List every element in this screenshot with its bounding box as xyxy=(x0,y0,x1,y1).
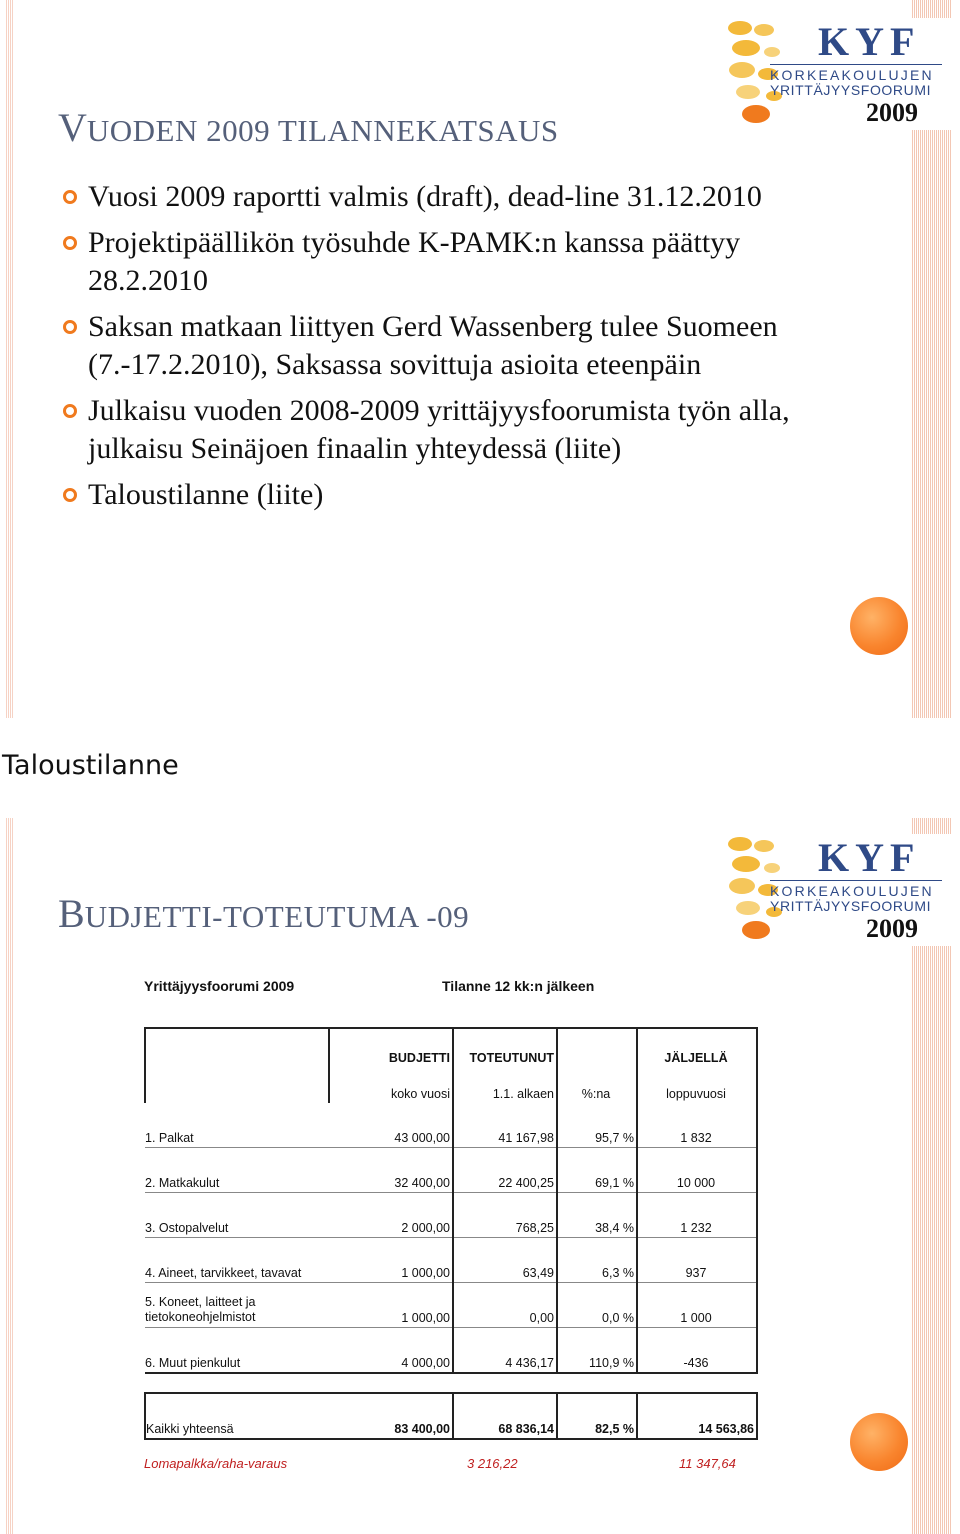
slide2-title: BUDJETTI-TOTEUTUMA -09 xyxy=(58,891,470,936)
bullet-item: Julkaisu vuoden 2008-2009 yrittäjyysfoorumista työn alla, julkaisu Seinäjoen finaalin yhteydessä (liite) xyxy=(62,392,822,468)
col-actual: TOTEUTUNUT xyxy=(453,1028,557,1067)
slide-status-2009 xyxy=(0,0,960,718)
table-header-row xyxy=(145,1028,757,1067)
col-budget-sub: koko vuosi xyxy=(329,1067,453,1103)
row-budget: 1 000,00 xyxy=(329,1283,453,1328)
col-budget: BUDJETTI xyxy=(329,1028,453,1067)
slide1-title: VUODEN 2009 TILANNEKATSAUS xyxy=(58,105,559,150)
logo-line1: KORKEAKOULUJEN xyxy=(770,880,942,899)
row-budget: 43 000,00 xyxy=(329,1103,453,1148)
total-item: Kaikki yhteensä xyxy=(145,1393,329,1439)
row-actual: 0,00 xyxy=(453,1283,557,1328)
row-item: 4. Aineet, tarvikkeet, tavavat xyxy=(145,1238,329,1283)
row-remaining: 10 000 xyxy=(637,1148,757,1193)
bullet-item: Vuosi 2009 raportti valmis (draft), dead-line 31.12.2010 xyxy=(62,178,822,216)
logo-line1: KORKEAKOULUJEN xyxy=(770,64,942,83)
orange-ball-decoration xyxy=(850,597,908,655)
table-row xyxy=(145,1283,757,1328)
table-total-row xyxy=(145,1393,757,1439)
row-pct: 110,9 % xyxy=(557,1328,637,1374)
bullet-item: Saksan matkaan liittyen Gerd Wassenberg tulee Suomeen (7.-17.2.2010), Saksassa sovittuja asioita eteenpäin xyxy=(62,308,822,384)
table-row xyxy=(145,1148,757,1193)
bullet-item: Taloustilanne (liite) xyxy=(62,476,822,514)
col-actual-sub: 1.1. alkaen xyxy=(453,1067,557,1103)
slide-budget xyxy=(0,818,960,1534)
logo-kyf-text: KYF xyxy=(818,835,921,880)
section-caption: Taloustilanne xyxy=(2,750,179,781)
row-budget: 2 000,00 xyxy=(329,1193,453,1238)
bullet-list xyxy=(62,178,822,522)
row-item: 1. Palkat xyxy=(145,1103,329,1148)
row-actual: 63,49 xyxy=(453,1238,557,1283)
ring-bullet-icon xyxy=(62,403,78,419)
row-actual: 4 436,17 xyxy=(453,1328,557,1374)
table-subheader-row xyxy=(145,1067,757,1103)
row-item: 5. Koneet, laitteet ja tietokoneohjelmistot xyxy=(145,1283,329,1328)
row-remaining: 937 xyxy=(637,1238,757,1283)
reserve-label: Lomapalkka/raha-varaus xyxy=(144,1456,288,1471)
kyf-logo xyxy=(722,18,952,130)
total-pct: 82,5 % xyxy=(557,1393,637,1439)
table-title-right: Tilanne 12 kk:n jälkeen xyxy=(442,978,595,994)
table-spacer-row xyxy=(145,1373,757,1393)
budget-table xyxy=(144,1027,758,1440)
col-remaining-sub: loppuvuosi xyxy=(637,1067,757,1103)
col-pct-sub: %:na xyxy=(557,1067,637,1103)
ring-bullet-icon xyxy=(62,189,78,205)
row-remaining: 1 832 xyxy=(637,1103,757,1148)
ring-bullet-icon xyxy=(62,319,78,335)
row-item: 2. Matkakulut xyxy=(145,1148,329,1193)
row-pct: 38,4 % xyxy=(557,1193,637,1238)
row-pct: 95,7 % xyxy=(557,1103,637,1148)
table-row xyxy=(145,1238,757,1283)
table-row xyxy=(145,1328,757,1374)
total-budget: 83 400,00 xyxy=(329,1393,453,1439)
row-item: 6. Muut pienkulut xyxy=(145,1328,329,1374)
col-remaining: JÄLJELLÄ xyxy=(637,1028,757,1067)
orange-ball-decoration xyxy=(850,1413,908,1471)
logo-year: 2009 xyxy=(866,914,918,943)
row-remaining: 1 232 xyxy=(637,1193,757,1238)
table-row xyxy=(145,1193,757,1238)
row-actual: 768,25 xyxy=(453,1193,557,1238)
table-row xyxy=(145,1103,757,1148)
total-remaining: 14 563,86 xyxy=(637,1393,757,1439)
table-title-left: Yrittäjyysfoorumi 2009 xyxy=(144,978,295,994)
reserve-remaining: 11 347,64 xyxy=(679,1456,736,1471)
logo-year: 2009 xyxy=(866,98,918,127)
ring-bullet-icon xyxy=(62,235,78,251)
kyf-logo xyxy=(722,834,952,946)
left-decorative-bar xyxy=(6,0,14,718)
ring-bullet-icon xyxy=(62,487,78,503)
row-pct: 0,0 % xyxy=(557,1283,637,1328)
logo-line2: YRITTÄJYYSFOORUMI xyxy=(770,82,932,98)
row-remaining: -436 xyxy=(637,1328,757,1374)
bullet-item: Projektipäällikön työsuhde K-PAMK:n kanssa päättyy 28.2.2010 xyxy=(62,224,822,300)
row-actual: 22 400,25 xyxy=(453,1148,557,1193)
reserve-amount: 3 216,22 xyxy=(467,1456,518,1471)
row-pct: 6,3 % xyxy=(557,1238,637,1283)
logo-kyf-text: KYF xyxy=(818,19,921,64)
row-actual: 41 167,98 xyxy=(453,1103,557,1148)
row-budget: 1 000,00 xyxy=(329,1238,453,1283)
logo-line2: YRITTÄJYYSFOORUMI xyxy=(770,898,932,914)
row-pct: 69,1 % xyxy=(557,1148,637,1193)
row-budget: 4 000,00 xyxy=(329,1328,453,1374)
row-budget: 32 400,00 xyxy=(329,1148,453,1193)
row-remaining: 1 000 xyxy=(637,1283,757,1328)
row-item: 3. Ostopalvelut xyxy=(145,1193,329,1238)
left-decorative-bar xyxy=(6,818,14,1534)
total-actual: 68 836,14 xyxy=(453,1393,557,1439)
